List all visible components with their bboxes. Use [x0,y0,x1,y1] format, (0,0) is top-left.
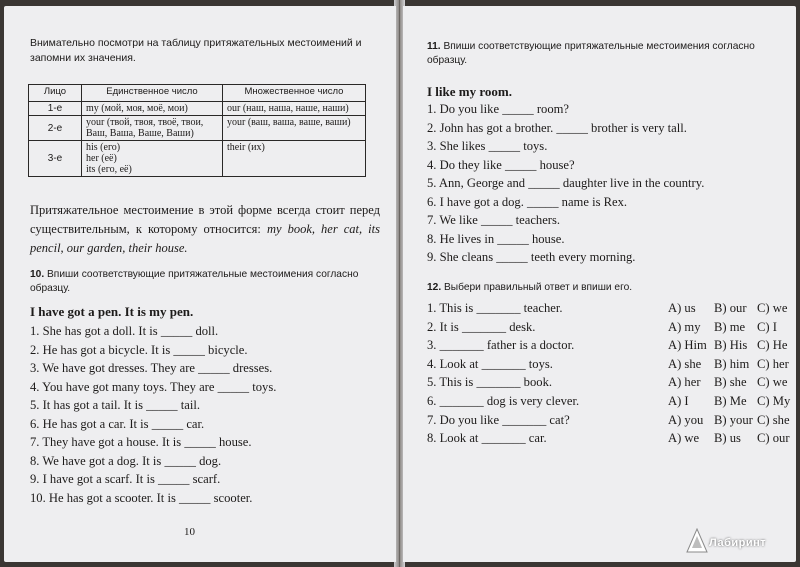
list-item: 7. We like _____ teachers. [427,213,561,227]
option-a: A) you [668,412,704,427]
list-item: 5. Ann, George and _____ daughter live in the country. [427,176,705,190]
task-10-number: 10. [30,269,45,280]
task-11-instruction [427,40,777,68]
question: 7. Do you like _______ cat? [427,412,570,427]
possessive-pronouns-table [28,84,366,177]
list-item [427,355,793,374]
task-12-instruction [427,281,777,295]
option-a: A) us [668,301,696,315]
list-item: 9. I have got a scarf. It is _____ scarf. [30,472,221,486]
list-item: 6. He has got a car. It is _____ car. [30,416,205,431]
rule-text [30,201,380,258]
task-11-list [427,100,704,267]
list-item [427,392,793,411]
option-a: A) she [668,356,702,371]
list-item [427,429,793,448]
task-11-example: I like my room. [427,84,512,99]
list-item [427,336,793,355]
option-b: B) your [714,412,753,427]
option-b: B) she [714,375,747,390]
cell-person: 3-е [29,141,82,177]
cell-singular: your (твой, твоя, твоё, твои, Ваш, Ваша, Ваше, Ваши) [82,116,223,141]
rule-examples: my book, her cat, its pencil, our garden, their house. [30,222,380,255]
list-item [427,373,793,392]
list-item [427,299,793,318]
task-10-example: I have got a pen. It is my pen. [30,304,194,319]
intro-text: Внимательно посмотри на таблицу притяжательных местоимений и запомни их значения. [30,37,362,64]
cell-person: 1-е [29,102,82,116]
list-item [427,318,793,337]
option-b: B) our [714,301,747,315]
table-row [29,102,366,116]
list-item [427,411,793,430]
list-item: 4. You have got many toys. They are _____ toys. [30,379,277,394]
list-item: 8. He lives in _____ house. [427,231,565,246]
right-page [403,6,796,562]
list-item: 1. She has got a doll. It is _____ doll. [30,324,219,338]
option-c: C) we [757,301,788,315]
question: 3. _______ father is a doctor. [427,338,575,353]
page-number: 10 [184,526,195,538]
option-a: A) Him [668,338,707,353]
cell-singular: my (мой, моя, моё, мои) [82,102,223,116]
list-item: 7. They have got a house. It is _____ house. [30,435,252,449]
list-item: 2. John has got a brother. _____ brother is very tall. [427,120,687,135]
list-item: 10. He has got a scooter. It is _____ scooter. [30,490,253,505]
table-row [29,141,366,177]
list-item: 3. She likes _____ toys. [427,139,548,153]
list-item: 4. Do they like _____ house? [427,157,575,172]
option-b: B) His [714,338,748,353]
task-10-text: Впиши соответствующие притяжательные местоимения согласно образцу. [30,269,359,294]
cell-plural: their (их) [223,141,366,177]
list-item: 3. We have got dresses. They are _____ dresses. [30,361,273,375]
rule-body: Притяжательное местоимение в этой форме всегда стоит перед существительным, к которому относится: [30,203,380,236]
cell-singular: his (его) her (её) its (его, её) [82,141,223,177]
watermark-text: Лабиринт [709,537,767,549]
header-person: Лицо [29,85,82,102]
option-a: A) her [668,375,701,390]
list-item: 1. Do you like _____ room? [427,102,570,116]
header-singular: Единственное число [82,85,223,102]
labirint-watermark [685,528,800,556]
cell-plural: our (наш, наша, наше, наши) [223,102,366,116]
option-c: C) our [757,431,790,446]
question: 6. _______ dog is very clever. [427,393,580,408]
option-c: C) she [757,412,790,427]
option-c: C) He [757,338,788,353]
option-a: A) my [668,319,701,334]
option-c: C) I [757,319,777,334]
option-c: C) her [757,356,789,371]
header-plural: Множественное число [223,85,366,102]
option-a: A) we [668,431,700,446]
list-item: 2. He has got a bicycle. It is _____ bicycle. [30,342,248,357]
question: 8. Look at _______ car. [427,431,547,446]
task-11-number: 11. [427,41,441,52]
task-11-text: Впиши соответствующие притяжательные местоимения согласно образцу. [427,41,755,66]
cell-plural: your (ваш, ваша, ваше, ваши) [223,116,366,141]
table-row [29,116,366,141]
option-b: B) me [714,319,746,334]
table-header-row [29,85,366,102]
option-a: A) I [668,393,689,408]
left-page [4,6,396,562]
question: 5. This is _______ book. [427,375,553,390]
list-item: 6. I have got a dog. _____ name is Rex. [427,194,628,209]
option-b: B) him [714,356,750,371]
list-item: 5. It has got a tail. It is _____ tail. [30,398,200,412]
list-item: 8. We have got a dog. It is _____ dog. [30,453,222,468]
question: 2. It is _______ desk. [427,319,536,334]
question: 4. Look at _______ toys. [427,356,553,371]
task-12-list [427,299,793,448]
option-b: B) us [714,431,741,446]
option-b: B) Me [714,393,747,408]
task-12-text: Выбери правильный ответ и впиши его. [441,282,633,293]
question: 1. This is _______ teacher. [427,301,563,315]
list-item: 9. She cleans _____ teeth every morning. [427,250,636,264]
task-12-number: 12. [427,282,442,293]
option-c: C) My [757,393,791,408]
labirint-logo-icon [685,528,709,554]
option-c: C) we [757,375,788,390]
task-10-list [30,322,276,507]
cell-person: 2-е [29,116,82,141]
task-10-instruction [30,268,380,296]
